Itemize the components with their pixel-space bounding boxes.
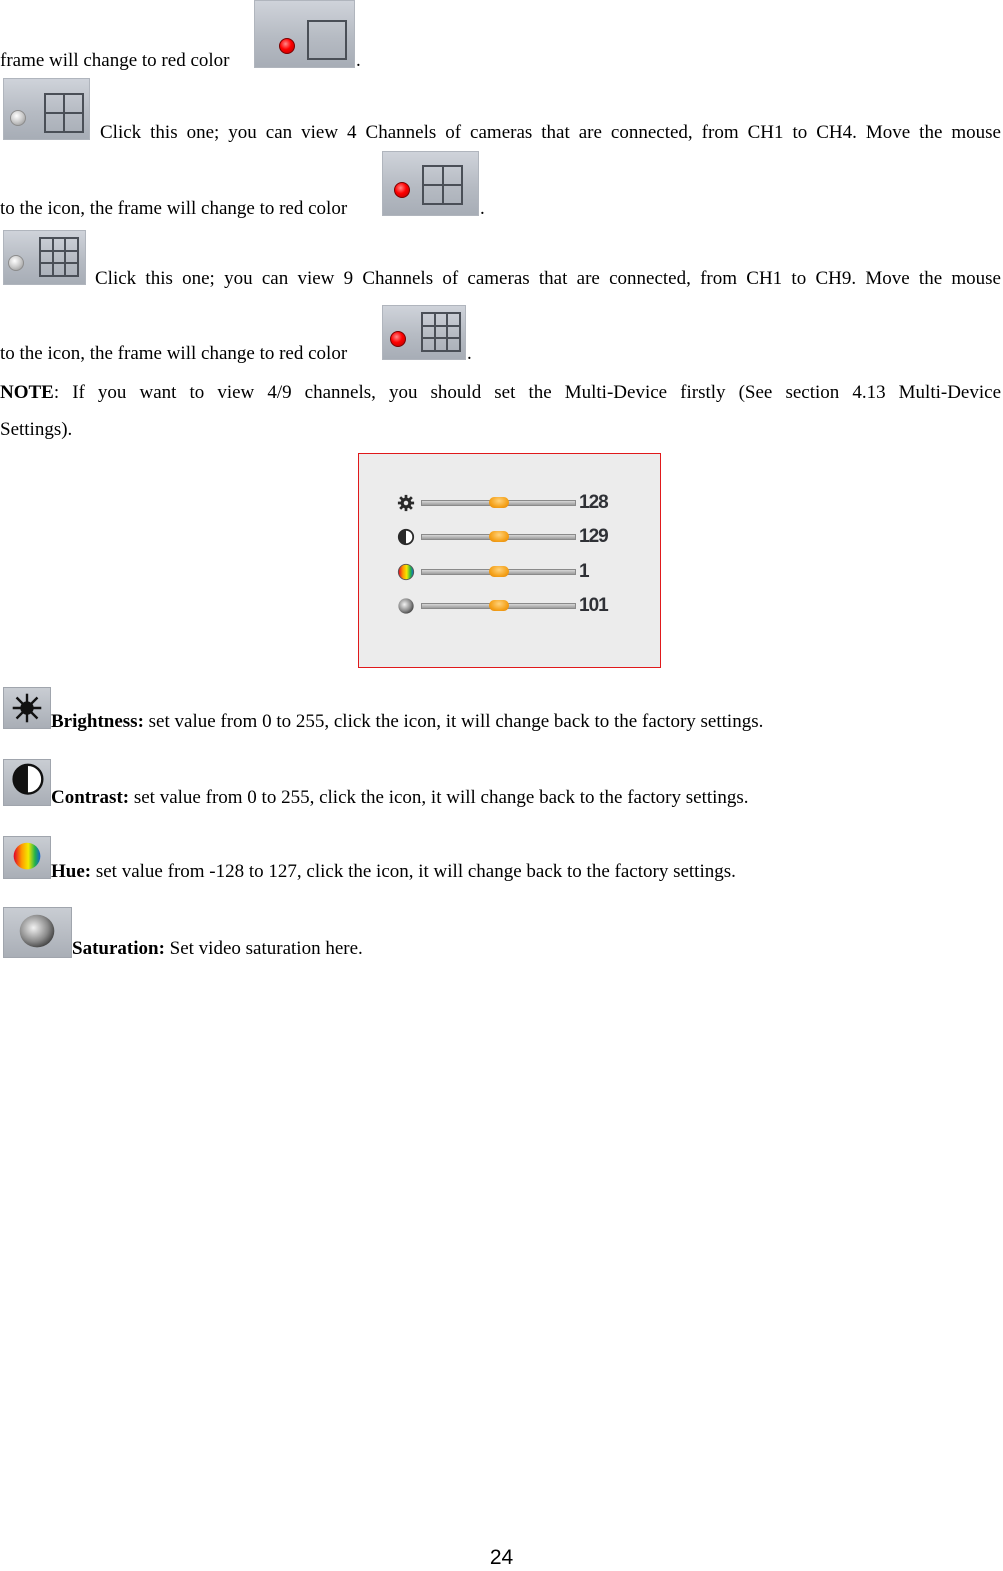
grey-dot-icon <box>8 255 24 271</box>
brightness-description <box>51 711 763 733</box>
contrast-slider-handle[interactable] <box>489 531 509 542</box>
hue-text: set value from -128 to 127, click the icon, it will change back to the factory settings. <box>91 861 736 882</box>
para3-period: . <box>467 343 472 364</box>
para2-line2: to the icon, the frame will change to red color <box>0 198 348 219</box>
hue-icon[interactable] <box>397 563 415 581</box>
brightness-value: 128 <box>579 492 608 513</box>
gear-icon[interactable] <box>397 494 415 512</box>
saturation-icon[interactable] <box>397 597 415 615</box>
slider-row-saturation <box>359 595 660 617</box>
slider-row-brightness <box>359 492 660 514</box>
para2-line1: Click this one; you can view 4 Channels of cameras that are connected, from CH1 to CH4. Move the mouse <box>100 122 1001 143</box>
quad-grid-icon <box>44 93 84 133</box>
saturation-description <box>72 938 363 960</box>
para2-period: . <box>480 198 485 219</box>
para1-line: frame will change to red color <box>0 50 230 71</box>
contrast-description <box>51 787 749 809</box>
page-number: 24 <box>489 1546 514 1569</box>
hue-slider-handle[interactable] <box>489 566 509 577</box>
note-line1 <box>0 382 1001 404</box>
quad-grid-icon <box>422 165 463 205</box>
quad-view-active-icon <box>382 151 479 216</box>
nine-grid-icon <box>421 312 461 352</box>
hue-description <box>51 861 736 883</box>
brightness-slider-handle[interactable] <box>489 497 509 508</box>
red-dot-icon <box>390 331 406 347</box>
note-text: : If you want to view 4/9 channels, you should set the Multi-Device firstly (See section 4.13 Multi-Device <box>53 382 1001 403</box>
para3-line2: to the icon, the frame will change to red color <box>0 343 348 364</box>
nine-view-icon[interactable] <box>3 230 86 285</box>
note-label: NOTE <box>0 382 54 403</box>
slider-row-hue <box>359 561 660 583</box>
saturation-icon[interactable] <box>3 907 72 958</box>
saturation-label: Saturation: <box>72 938 165 959</box>
grey-dot-icon <box>10 110 26 126</box>
brightness-icon[interactable] <box>3 687 51 729</box>
image-adjust-panel <box>358 453 661 668</box>
brightness-label: Brightness: <box>51 711 144 732</box>
contrast-icon[interactable] <box>3 759 51 806</box>
nine-grid-icon <box>39 237 79 277</box>
single-frame-icon <box>307 20 347 60</box>
red-dot-icon <box>279 38 295 54</box>
contrast-value: 129 <box>579 526 608 547</box>
brightness-text: set value from 0 to 255, click the icon, it will change back to the factory settings. <box>143 711 764 732</box>
saturation-text: Set video saturation here. <box>164 938 363 959</box>
slider-row-contrast <box>359 526 660 548</box>
para3-line1: Click this one; you can view 9 Channels of cameras that are connected, from CH1 to CH9. Move the mouse <box>95 268 1001 289</box>
para1-text <box>0 50 229 72</box>
contrast-icon[interactable] <box>397 528 415 546</box>
quad-view-icon[interactable] <box>3 78 90 140</box>
nine-view-active-icon <box>382 305 466 360</box>
saturation-value: 101 <box>579 595 608 616</box>
contrast-label: Contrast: <box>51 787 130 808</box>
red-dot-icon <box>394 182 410 198</box>
saturation-slider-handle[interactable] <box>489 600 509 611</box>
single-channel-active-icon <box>254 0 355 68</box>
contrast-text: set value from 0 to 255, click the icon, it will change back to the factory settings. <box>129 787 749 808</box>
note-line2: Settings). <box>0 419 73 440</box>
hue-label: Hue: <box>51 861 92 882</box>
hue-icon[interactable] <box>3 836 51 879</box>
hue-value: 1 <box>579 561 589 582</box>
para1-period: . <box>356 50 361 71</box>
